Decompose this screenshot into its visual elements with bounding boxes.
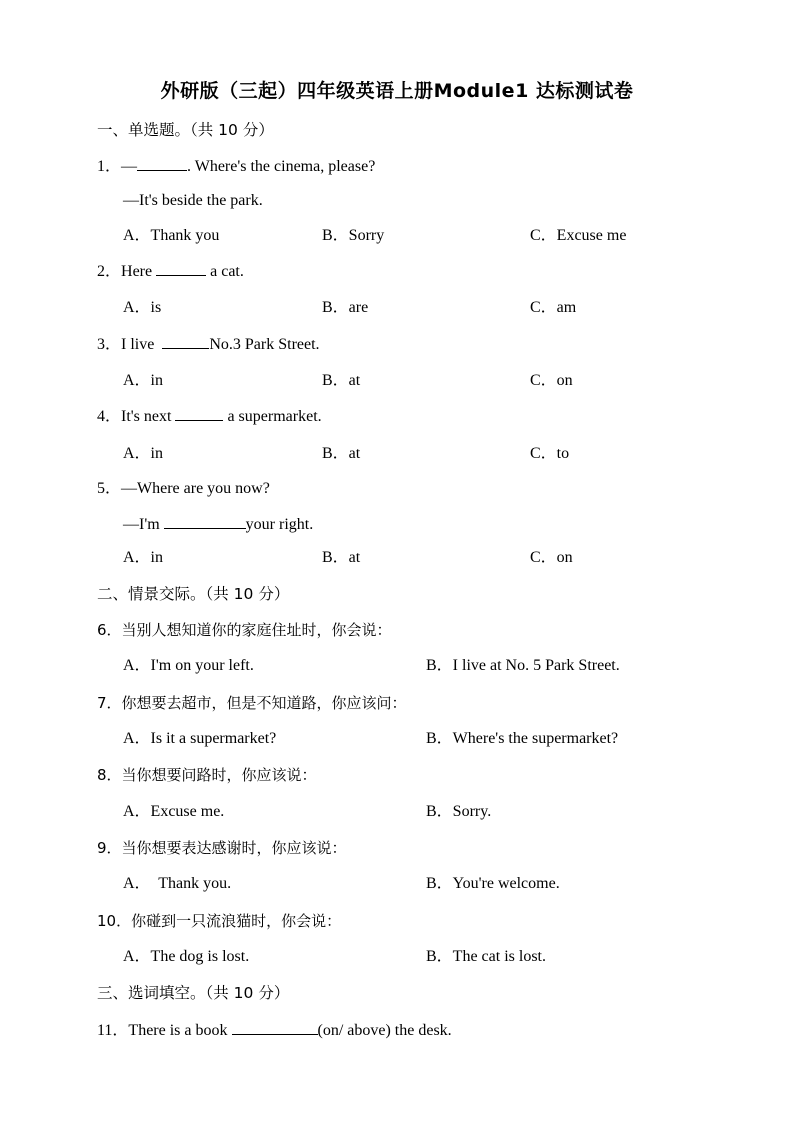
question-11 — [97, 1019, 452, 1042]
option-c[interactable]: C．Excuse me — [530, 227, 627, 244]
question-number: 2． — [97, 263, 122, 280]
question-7 — [97, 692, 407, 714]
option-c[interactable]: C．on — [530, 549, 573, 566]
option-b[interactable]: B．You're welcome. — [426, 875, 560, 892]
question-6 — [97, 619, 392, 641]
option-b[interactable]: B．Sorry — [322, 227, 385, 244]
question-number: 10． — [97, 912, 132, 930]
question-text-post: a cat. — [206, 263, 244, 280]
option-b[interactable]: B．at — [322, 445, 361, 462]
option-a[interactable]: A．in — [123, 549, 164, 566]
question-5 — [97, 478, 270, 500]
question-text: —Where are you now? — [121, 480, 270, 497]
question-3 — [97, 333, 320, 356]
answer-blank[interactable] — [232, 1019, 318, 1035]
question-text-post: (on/ above) the desk. — [317, 1022, 452, 1039]
answer-blank[interactable] — [137, 155, 187, 171]
answer-blank[interactable] — [162, 333, 209, 349]
question-text: 你碰到一只流浪猫时，你会说： — [131, 912, 342, 930]
answer-blank[interactable] — [164, 513, 246, 529]
option-b[interactable]: B．The cat is lost. — [426, 948, 546, 965]
question-text: 当别人想知道你的家庭住址时，你会说： — [121, 621, 392, 639]
option-a[interactable]: A．Thank you — [123, 227, 220, 244]
question-2 — [97, 260, 244, 283]
question-text: 当你想要问路时，你应该说： — [121, 766, 317, 784]
question-text-pre: — — [121, 158, 138, 175]
question-number: 8． — [97, 766, 122, 784]
question-number: 11． — [97, 1022, 129, 1039]
option-c[interactable]: C．am — [530, 299, 577, 316]
section-heading-1: 一、单选题。（共 10 分） — [97, 121, 274, 139]
question-text-pre: I live — [121, 336, 163, 353]
option-a[interactable]: A．I'm on your left. — [123, 657, 254, 674]
option-a[interactable]: A．in — [123, 372, 164, 389]
page-title: 外研版（三起）四年级英语上册Module1 达标测试卷 — [160, 80, 634, 102]
answer-blank[interactable] — [156, 260, 206, 276]
option-c[interactable]: C．to — [530, 445, 570, 462]
question-10 — [97, 910, 341, 932]
option-b[interactable]: B．Where's the supermarket? — [426, 730, 619, 747]
question-text-post: a supermarket. — [223, 408, 322, 425]
question-number: 3． — [97, 336, 122, 353]
question-text-pre: It's next — [121, 408, 176, 425]
option-b[interactable]: B．are — [322, 299, 369, 316]
question-number: 4． — [97, 408, 122, 425]
question-number: 5． — [97, 480, 122, 497]
option-c[interactable]: C．on — [530, 372, 573, 389]
question-1 — [97, 155, 375, 178]
option-b[interactable]: B．Sorry. — [426, 803, 492, 820]
question-number: 7． — [97, 694, 122, 712]
question-text: 你想要去超市，但是不知道路，你应该问： — [121, 694, 407, 712]
question-number: 6． — [97, 621, 122, 639]
option-a[interactable]: A． Thank you. — [123, 875, 232, 892]
question-number: 1． — [97, 158, 122, 175]
option-a[interactable]: A．is — [123, 299, 162, 316]
question-text-post: . Where's the cinema, please? — [187, 158, 376, 175]
question-text: 当你想要表达感谢时，你应该说： — [121, 839, 347, 857]
question-text-post: No.3 Park Street. — [209, 336, 320, 353]
option-b[interactable]: B．I live at No. 5 Park Street. — [426, 657, 620, 674]
question-8 — [97, 764, 317, 786]
option-b[interactable]: B．at — [322, 372, 361, 389]
question-1-reply: —It's beside the park. — [123, 192, 263, 209]
question-5-reply — [123, 513, 313, 536]
question-9 — [97, 837, 347, 859]
question-text-pre: Here — [121, 263, 157, 280]
section-heading-2: 二、情景交际。（共 10 分） — [97, 585, 290, 603]
option-a[interactable]: A．Excuse me. — [123, 803, 225, 820]
section-heading-3: 三、选词填空。（共 10 分） — [97, 984, 290, 1002]
option-a[interactable]: A．in — [123, 445, 164, 462]
question-text-post: your right. — [245, 516, 314, 533]
option-a[interactable]: A．Is it a supermarket? — [123, 730, 277, 747]
question-4 — [97, 405, 322, 428]
question-text-pre: —I'm — [123, 516, 164, 533]
answer-blank[interactable] — [175, 405, 223, 421]
question-text-pre: There is a book — [128, 1022, 232, 1039]
question-number: 9． — [97, 839, 122, 857]
option-a[interactable]: A．The dog is lost. — [123, 948, 250, 965]
option-b[interactable]: B．at — [322, 549, 361, 566]
